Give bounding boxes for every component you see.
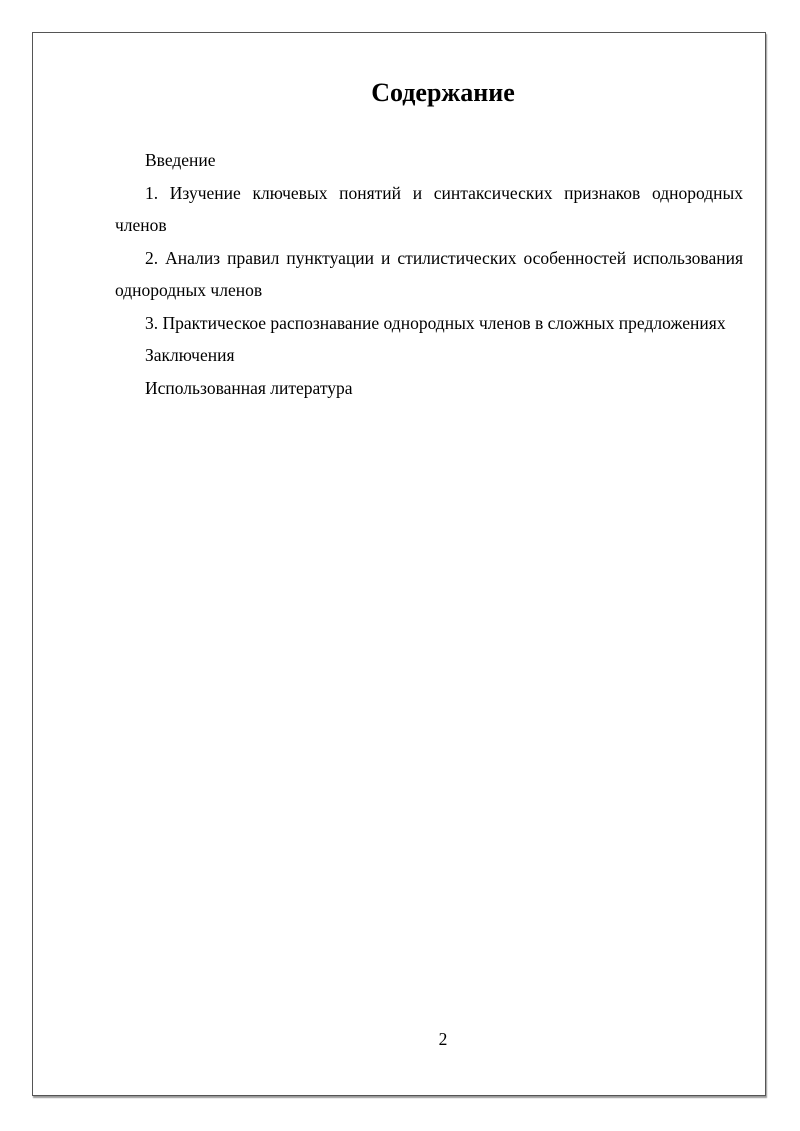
document-page <box>32 32 766 1096</box>
table-of-contents <box>115 144 743 404</box>
toc-item-references: Использованная литература <box>145 377 353 398</box>
page-number: 2 <box>438 1029 448 1049</box>
page-title: Содержание <box>371 78 515 107</box>
toc-item-conclusion: Заключения <box>145 345 235 365</box>
toc-item-chapter-2: 2. Анализ правил пунктуации и стилистических особенностей использования однородных членов <box>115 247 743 300</box>
toc-item-chapter-3: 3. Практическое распознавание однородных членов в сложных предложениях <box>145 312 726 333</box>
toc-item-introduction: Введение <box>145 150 216 170</box>
toc-item-chapter-1: 1. Изучение ключевых понятий и синтаксических признаков однородных членов <box>115 182 743 235</box>
